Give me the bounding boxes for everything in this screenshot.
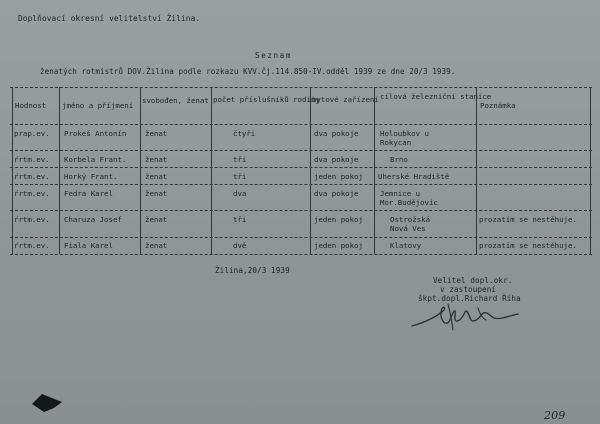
table-cell: Korbela Frant.	[64, 155, 127, 164]
table-cell: ženat	[145, 172, 168, 181]
table-top-rule	[10, 87, 592, 88]
table-cell: prap.ev.	[14, 129, 50, 138]
table-cell: ženat	[145, 155, 168, 164]
table-cell: ŕrtm.ev.	[14, 241, 50, 250]
signatory-title: Velitel dopl.okr.	[433, 276, 513, 285]
table-cell: Prokeš Antonín	[64, 129, 127, 138]
column-header: jméno a příjmení	[62, 101, 134, 110]
table-cell: Uherské Hradiště	[378, 172, 450, 181]
column-header: svobođen, ženat	[142, 96, 209, 105]
column-header: Hodnost	[15, 101, 47, 110]
row-rule	[10, 167, 592, 168]
table-cell: Horký Frant.	[64, 172, 118, 181]
column-rule	[59, 87, 60, 254]
column-header: cílová železniční stanice	[380, 92, 492, 101]
table-cell: tři	[233, 155, 247, 164]
column-rule	[12, 87, 13, 254]
column-rule	[476, 87, 477, 254]
table-cell: ŕrtm.ev.	[14, 172, 50, 181]
table-cell: ŕrtm.ev.	[14, 189, 50, 198]
header-rule	[10, 124, 592, 125]
column-rule	[211, 87, 212, 254]
table-cell: ženat	[145, 241, 168, 250]
row-rule	[10, 210, 592, 211]
office-heading: Doplňovací okresní velitelství Žilina.	[18, 14, 201, 23]
table-cell: dva	[233, 189, 247, 198]
table-cell: prozatím se nestěhuje.	[479, 241, 577, 250]
handwritten-signature	[408, 298, 528, 334]
table-cell: Fiala Karel	[64, 241, 113, 250]
row-rule	[10, 237, 592, 238]
table-cell: ženat	[145, 129, 168, 138]
table-cell: prozatím se nestěhuje.	[479, 215, 577, 224]
column-rule	[140, 87, 141, 254]
signatory-name: škpt.dopl.Richard Říha	[418, 294, 521, 303]
column-rule	[310, 87, 311, 254]
table-cell: Holoubkov u Rokycan	[380, 129, 429, 147]
document-title: Seznam	[255, 51, 293, 60]
table-cell: tři	[233, 172, 247, 181]
table-cell: jeden pokoj	[314, 241, 363, 250]
signatory-deputy: v zastoupení	[440, 285, 497, 294]
table-cell: Charuza Josef	[64, 215, 122, 224]
table-cell: ŕrtm.ev.	[14, 215, 50, 224]
row-rule	[10, 184, 592, 185]
table-cell: ženat	[145, 215, 168, 224]
table-cell: jeden pokoj	[314, 215, 363, 224]
column-header: bytové zařízení	[312, 95, 379, 104]
table-cell: Fedra Karel	[64, 189, 113, 198]
page-number: 209	[544, 409, 566, 422]
table-cell: dva pokoje	[314, 189, 359, 198]
table-bottom-rule	[10, 254, 592, 255]
document-subtitle: ženatých rotmistrů DOV.Žilina podle rozkazu KVV.čj.114.850-IV.odděl 1939 ze dne 20/3 1939.	[40, 67, 456, 76]
table-cell: Jemnice u Mor.Budějovic	[380, 189, 438, 207]
table-cell: jeden pokoj	[314, 172, 363, 181]
table-cell: čtyři	[233, 129, 256, 138]
column-header: Poznámka	[480, 101, 516, 110]
place-date: Žilina,20/3 1939	[215, 266, 290, 275]
table-cell: dvě	[233, 241, 247, 250]
table-cell: ženat	[145, 189, 168, 198]
column-header: počet příslušníků rodiny	[213, 95, 320, 104]
table-cell: Brno	[390, 155, 408, 164]
row-rule	[10, 150, 592, 151]
ink-blot	[30, 390, 64, 416]
table-cell: Klatovy	[390, 241, 422, 250]
table-cell: ŕrtm.ev.	[14, 155, 50, 164]
column-rule	[374, 87, 375, 254]
table-cell: Ostrožská Nová Ves	[390, 215, 431, 233]
table-cell: dva pokoje	[314, 155, 359, 164]
table-cell: tři	[233, 215, 247, 224]
table-cell: dva pokoje	[314, 129, 359, 138]
column-rule	[590, 87, 591, 254]
